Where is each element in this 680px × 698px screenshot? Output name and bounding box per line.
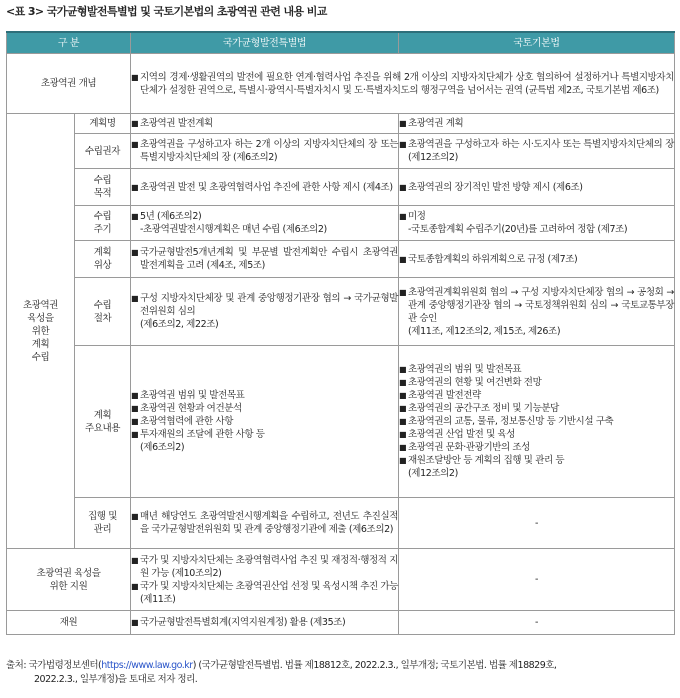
- bullet-icon: ■: [131, 512, 139, 521]
- cell-item: 구성 지방자치단체장 및 관계 중앙행정기관장 협의 → 국가균형발전위원회 심의: [140, 293, 398, 317]
- bullet-icon: ■: [131, 294, 139, 303]
- col2-cell: [399, 241, 675, 278]
- row-label: [75, 278, 131, 346]
- bullet-icon: ■: [399, 430, 407, 439]
- col1-cell: [131, 169, 399, 206]
- source-prefix: 출처: 국가법령정보센터(: [6, 660, 102, 671]
- col1-cell: [131, 114, 399, 134]
- header-col2: 국토기본법: [399, 32, 675, 54]
- cell-item: 초광역권계획위원회 협의 → 구성 지방자치단체장 협의 → 공청회 → 관계 중앙행정기관장 협의 → 국토정책위원회 심의 → 국토교통부장관 승인: [408, 286, 674, 324]
- support-col2: -: [399, 549, 675, 611]
- concept-cell: [131, 54, 675, 114]
- col2-cell: [399, 134, 675, 169]
- bullet-icon: ■: [399, 391, 407, 400]
- bullet-icon: ■: [399, 456, 407, 465]
- header-col1: 국가균형발전특별법: [131, 32, 399, 54]
- cell-item: 초광역권의 공간구조 정비 및 기능분담: [408, 403, 559, 414]
- table-row: [7, 114, 675, 134]
- cell-item: 5년 (제6조의2): [140, 211, 202, 222]
- cell-item: 초광역협력에 관한 사항: [140, 416, 234, 427]
- row-label-line: 수립: [93, 175, 112, 186]
- row-label-line: 집행 및: [88, 511, 117, 522]
- col2-cell: [399, 169, 675, 206]
- support-label: [7, 549, 131, 611]
- cell-item: 초광역권의 범위 및 발전목표: [408, 364, 522, 375]
- bullet-icon: ■: [131, 430, 139, 439]
- row-label-line: 관리: [93, 524, 112, 535]
- bullet-icon: ■: [399, 212, 407, 221]
- table-row: [7, 169, 675, 206]
- finance-col2: -: [399, 611, 675, 635]
- bullet-icon: ■: [399, 287, 407, 297]
- col2-cell: [399, 114, 675, 134]
- bullet-icon: ■: [131, 212, 139, 221]
- bullet-icon: ■: [399, 365, 407, 374]
- bullet-icon: ■: [131, 417, 139, 426]
- row-label-line: 주기: [93, 224, 112, 235]
- cell-item: 초광역권을 구성하고자 하는 시·도지사 또는 특별지방자치단체의 장 (제12조의2): [408, 139, 674, 163]
- finance-text: 국가균형발전특별회계(지역지원계정) 활용 (제35조): [140, 617, 346, 628]
- row-label-line: 위한 지원: [49, 580, 88, 592]
- cell-item: 매년 해당연도 초광역발전시행계획을 수립하고, 전년도 추진실적을 국가균형발전위원회 및 관계 중앙행정기관에 제출 (제6조의2): [140, 511, 398, 535]
- table-row: [7, 346, 675, 498]
- table-row: [7, 134, 675, 169]
- cell-item: 초광역권 범위 및 발전목표: [140, 390, 245, 401]
- table-row: [7, 206, 675, 241]
- bullet-icon: ■: [131, 72, 139, 82]
- cell-item: 초광역권 발전 및 초광역협력사업 추진에 관한 사항 제시 (제4조): [140, 181, 393, 193]
- cell-item: 국가균형발전5개년계획 및 부문별 발전계획안 수립시 초광역권 발전계획을 고려 (제4조, 제5조): [140, 247, 398, 271]
- cell-item: 초광역권 현황과 여건분석: [140, 403, 242, 414]
- cell-item: 초광역권 문화·관광기반의 조성: [408, 442, 530, 453]
- bullet-icon: ■: [399, 417, 407, 426]
- row-label-line: 계획: [93, 409, 112, 421]
- bullet-icon: ■: [131, 248, 139, 257]
- concept-text: 지역의 경제·생활권역의 발전에 필요한 연계·협력사업 추진을 위해 2개 이상의 지방자치단체가 상호 협의하여 설정하거나 특별지방자치단체가 설정한 권역으로, 특별시·광역시·특별자치시 및 도·특별자치도의 행정구역을 넘어서는 권역 (균특법 제2조, 국토기본법 제6조): [140, 71, 674, 96]
- source-line2: 2022.2.3., 일부개정)을 토대로 저자 정리.: [34, 674, 198, 685]
- bullet-icon: ■: [399, 182, 407, 192]
- cell-item: 국가 및 지방자치단체는 초광역권산업 선정 및 육성시책 추진 가능 (제11조): [140, 580, 398, 605]
- cell-item: 초광역권의 현황 및 여건변화 전망: [408, 377, 542, 388]
- bullet-icon: ■: [131, 404, 139, 413]
- bullet-icon: ■: [399, 404, 407, 413]
- row-label: [75, 498, 131, 549]
- row-label-line: 초광역권: [22, 299, 59, 311]
- row-label-line: 육성을: [27, 312, 54, 324]
- bullet-icon: ■: [399, 119, 407, 128]
- row-label-line: 수립: [93, 211, 112, 222]
- bullet-icon: ■: [399, 378, 407, 387]
- row-label-line: 위한: [31, 325, 50, 337]
- bullet-icon: ■: [399, 140, 407, 149]
- finance-col1: [131, 611, 399, 635]
- table-row: [7, 54, 675, 114]
- cell-note: (제6조의2): [140, 442, 185, 453]
- bullet-icon: ■: [399, 443, 407, 452]
- row-label-line: 계획: [93, 247, 112, 258]
- cell-item: 초광역권을 구성하고자 하는 2개 이상의 지방자치단체의 장 또는 특별지방자치단체의 장 (제6조의2): [140, 139, 398, 163]
- source-suffix: ) (국가균형발전특별법. 법률 제18812호, 2022.2.3., 일부개정; 국토기본법. 법률 제18829호,: [192, 660, 557, 671]
- cell-item: 초광역권 계획: [408, 118, 464, 129]
- col2-cell: [399, 206, 675, 241]
- table-title: <표 3> 국가균형발전특별법 및 국토기본법의 초광역권 관련 내용 비교: [6, 5, 327, 18]
- cell-item: 초광역권 발전계획: [140, 118, 213, 129]
- concept-label: 초광역권 개념: [7, 54, 131, 114]
- support-col1: [131, 549, 399, 611]
- cell-item: 국가 및 지방자치단체는 초광역협력사업 추진 및 재정적·행정적 지원 가능 (제10조의2): [140, 554, 398, 579]
- source-note: [6, 659, 674, 687]
- row-label-line: 계획명: [89, 118, 116, 129]
- cell-item: 초광역권 발전전략: [408, 390, 481, 401]
- bullet-icon: ■: [131, 555, 139, 565]
- plan-group-label: [7, 114, 75, 549]
- cell-item: 초광역권의 장기적인 발전 방향 제시 (제6조): [408, 181, 583, 193]
- bullet-icon: ■: [131, 581, 139, 591]
- cell-item: 국토종합계획의 하위계획으로 규정 (제7조): [408, 253, 578, 265]
- cell-note: (제11조, 제12조의2, 제15조, 제26조): [408, 325, 561, 337]
- row-label-line: 수립: [31, 351, 50, 363]
- bullet-icon: ■: [131, 618, 139, 627]
- finance-label: 재원: [7, 611, 131, 635]
- col2-cell: [399, 278, 675, 346]
- row-label: [75, 114, 131, 134]
- col2-cell: [399, 346, 675, 498]
- table-row: [7, 549, 675, 611]
- table-row: [7, 241, 675, 278]
- row-label-line: 수립권자: [84, 145, 121, 157]
- table-row: [7, 278, 675, 346]
- cell-note: (제12조의2): [408, 468, 458, 479]
- bullet-icon: ■: [399, 254, 407, 264]
- comparison-table: [6, 31, 675, 635]
- cell-item: 재원조달방안 등 계획의 집행 및 관리 등: [408, 455, 565, 466]
- cell-item: 투자재원의 조달에 관한 사항 등: [140, 429, 265, 440]
- cell-note: -초광역권발전시행계획은 매년 수립 (제6조의2): [140, 224, 327, 235]
- row-label-line: 목적: [93, 188, 112, 199]
- table-row: [7, 498, 675, 549]
- table-row: [7, 611, 675, 635]
- col1-cell: [131, 134, 399, 169]
- bullet-icon: ■: [131, 140, 139, 149]
- col2-cell: -: [399, 498, 675, 549]
- cell-note: (제6조의2, 제22조): [140, 319, 219, 330]
- row-label-line: 초광역권 육성을: [36, 567, 101, 579]
- row-label: [75, 134, 131, 169]
- col1-cell: [131, 241, 399, 278]
- bullet-icon: ■: [131, 391, 139, 400]
- row-label-line: 절차: [93, 312, 112, 324]
- col1-cell: [131, 206, 399, 241]
- row-label: [75, 241, 131, 278]
- cell-item: 미정: [408, 211, 426, 222]
- table-header-row: [7, 32, 675, 54]
- row-label-line: 주요내용: [84, 422, 121, 434]
- header-category: 구 분: [7, 32, 131, 54]
- cell-item: 초광역권 산업 발전 및 육성: [408, 429, 516, 440]
- cell-item: 초광역권의 교통, 물류, 정보통신망 등 기반시설 구축: [408, 416, 614, 427]
- col1-cell: [131, 278, 399, 346]
- row-label-line: 위상: [93, 260, 112, 271]
- bullet-icon: ■: [131, 182, 139, 192]
- col1-cell: [131, 498, 399, 549]
- col1-cell: [131, 346, 399, 498]
- row-label: [75, 169, 131, 206]
- row-label-line: 계획: [31, 338, 50, 350]
- row-label: [75, 346, 131, 498]
- bullet-icon: ■: [131, 119, 139, 128]
- source-link[interactable]: https://www.law.go.kr: [101, 660, 193, 671]
- row-label: [75, 206, 131, 241]
- row-label-line: 수립: [93, 299, 112, 311]
- cell-note: -국토종합계획 수립주기(20년)를 고려하여 정함 (제7조): [408, 224, 628, 235]
